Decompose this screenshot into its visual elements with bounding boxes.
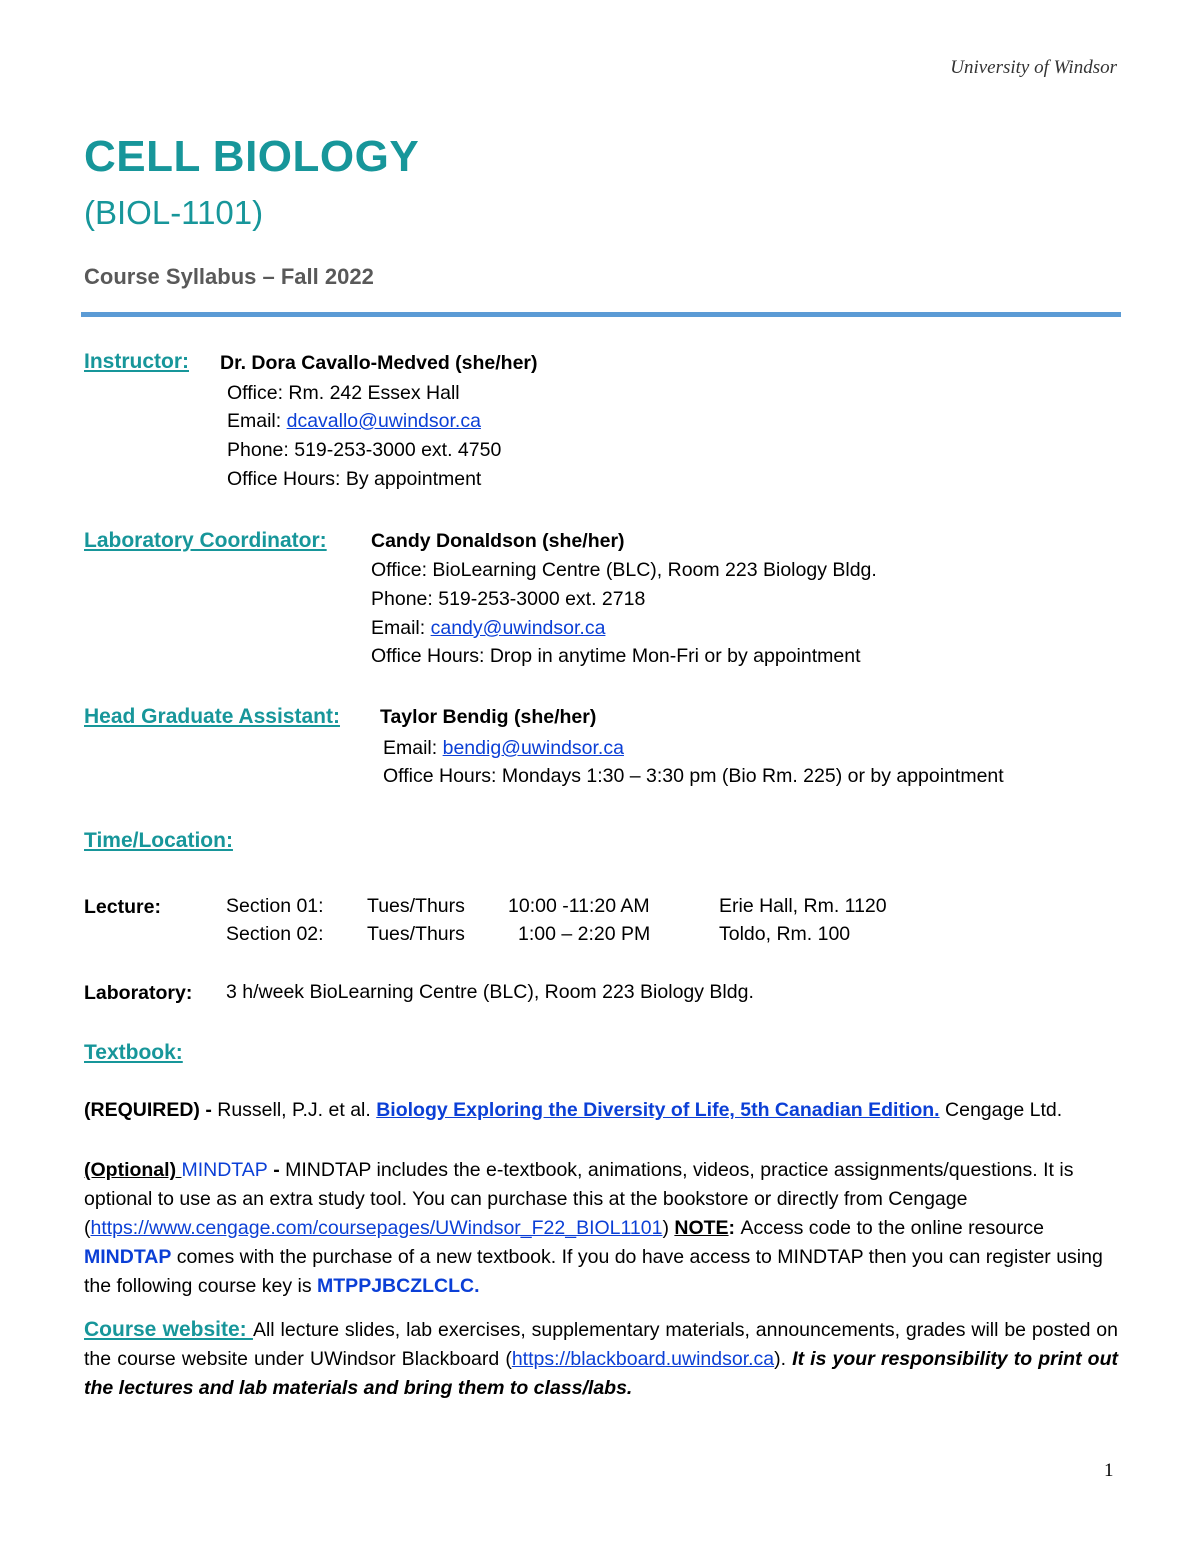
instructor-email-line: [227, 410, 481, 433]
note-text: Access code to the online resource: [740, 1217, 1044, 1239]
optional-label: (Optional): [84, 1159, 182, 1181]
title-divider: [81, 312, 1121, 317]
required-author: Russell, P.J. et al.: [211, 1099, 377, 1121]
optional-text: MINDTAP includes the e-textbook, animations, videos, practice assignments/questions. It is optional to use as an extra study tool. You can purchase this at the bookstore or directly from Cengage (: [84, 1159, 1074, 1239]
lecture-section: Section 02:: [226, 923, 324, 945]
lab-coordinator-email-line: [371, 617, 605, 640]
head-ga-email-link[interactable]: bendig@uwindsor.ca: [442, 737, 624, 759]
instructor-office: Office: Rm. 242 Essex Hall: [227, 382, 460, 404]
note-text-continued: comes with the purchase of a new textbook. If you do have access to MINDTAP then you can register using the following course key is: [84, 1246, 1103, 1297]
running-header: University of Windsor: [950, 57, 1117, 78]
course-code: (BIOL-1101): [84, 194, 264, 231]
course-website-text: All lecture slides, lab exercises, supplementary materials, announcements, grades will be posted on the course website under UWindsor Blackboard (: [84, 1319, 1118, 1370]
course-website-heading: Course website:: [84, 1318, 253, 1341]
head-ga-email-line: [383, 737, 624, 760]
laboratory-label: Laboratory:: [84, 982, 193, 1004]
instructor-name: Dr. Dora Cavallo-Medved (she/her): [220, 352, 538, 374]
instructor-phone: Phone: 519-253-3000 ext. 4750: [227, 439, 502, 461]
time-location-heading: Time/Location:: [84, 829, 233, 852]
note-label: NOTE: [674, 1217, 729, 1239]
blackboard-link[interactable]: https://blackboard.uwindsor.ca: [511, 1348, 775, 1370]
syllabus-subtitle: Course Syllabus – Fall 2022: [84, 264, 374, 289]
lab-coordinator-phone: Phone: 519-253-3000 ext. 2718: [371, 588, 646, 610]
laboratory-text: 3 h/week BioLearning Centre (BLC), Room 223 Biology Bldg.: [226, 981, 754, 1003]
cengage-link[interactable]: https://www.cengage.com/coursepages/UWindsor_F22_BIOL1101: [90, 1217, 663, 1239]
textbook-heading: Textbook:: [84, 1041, 183, 1064]
head-ga-heading: Head Graduate Assistant:: [84, 705, 340, 728]
note-colon: :: [728, 1217, 741, 1239]
lab-coordinator-email-label: Email:: [371, 617, 431, 639]
head-ga-name: Taylor Bendig (she/her): [380, 706, 597, 728]
head-ga-email-label: Email:: [383, 737, 443, 759]
course-website-close: ).: [774, 1348, 793, 1370]
lecture-days: Tues/Thurs: [367, 923, 465, 945]
note-mindtap: MINDTAP: [84, 1246, 172, 1268]
mindtap-label: MINDTAP: [181, 1159, 268, 1181]
instructor-email-link[interactable]: dcavallo@uwindsor.ca: [286, 410, 481, 432]
lecture-time: 1:00 – 2:20 PM: [518, 923, 651, 945]
lecture-label: Lecture:: [84, 896, 161, 918]
instructor-hours: Office Hours: By appointment: [227, 468, 482, 490]
optional-text-close: ): [662, 1217, 675, 1239]
course-title: CELL BIOLOGY: [84, 132, 420, 181]
lab-coordinator-office: Office: BioLearning Centre (BLC), Room 223 Biology Bldg.: [371, 559, 877, 581]
instructor-email-label: Email:: [227, 410, 287, 432]
course-website-paragraph: [84, 1315, 1118, 1403]
course-website-emphasis: It is your responsibility to print out the lectures and lab materials and bring them to class/labs.: [84, 1348, 1118, 1399]
course-key: MTPPJBCZLCLC.: [317, 1275, 480, 1297]
required-textbook-line: [84, 1099, 1062, 1122]
required-publisher: Cengage Ltd.: [939, 1099, 1063, 1121]
lecture-days: Tues/Thurs: [367, 895, 465, 917]
lab-coordinator-heading: Laboratory Coordinator:: [84, 529, 327, 552]
lecture-room: Toldo, Rm. 100: [719, 923, 851, 945]
lecture-time: 10:00 -11:20 AM: [508, 895, 650, 917]
page-number: 1: [1104, 1460, 1114, 1481]
lecture-section: Section 01:: [226, 895, 324, 917]
head-ga-hours: Office Hours: Mondays 1:30 – 3:30 pm (Bio Rm. 225) or by appointment: [383, 765, 1004, 787]
lab-coordinator-email-link[interactable]: candy@uwindsor.ca: [430, 617, 606, 639]
optional-dash: -: [267, 1159, 286, 1181]
required-label: (REQUIRED) -: [84, 1099, 212, 1121]
lab-coordinator-hours: Office Hours: Drop in anytime Mon-Fri or by appointment: [371, 645, 861, 667]
instructor-heading: Instructor:: [84, 350, 189, 373]
optional-mindtap-paragraph: [84, 1156, 1119, 1301]
lecture-room: Erie Hall, Rm. 1120: [719, 895, 887, 917]
textbook-title-link[interactable]: Biology Exploring the Diversity of Life, 5th Canadian Edition.: [376, 1099, 940, 1121]
lab-coordinator-name: Candy Donaldson (she/her): [371, 530, 625, 552]
